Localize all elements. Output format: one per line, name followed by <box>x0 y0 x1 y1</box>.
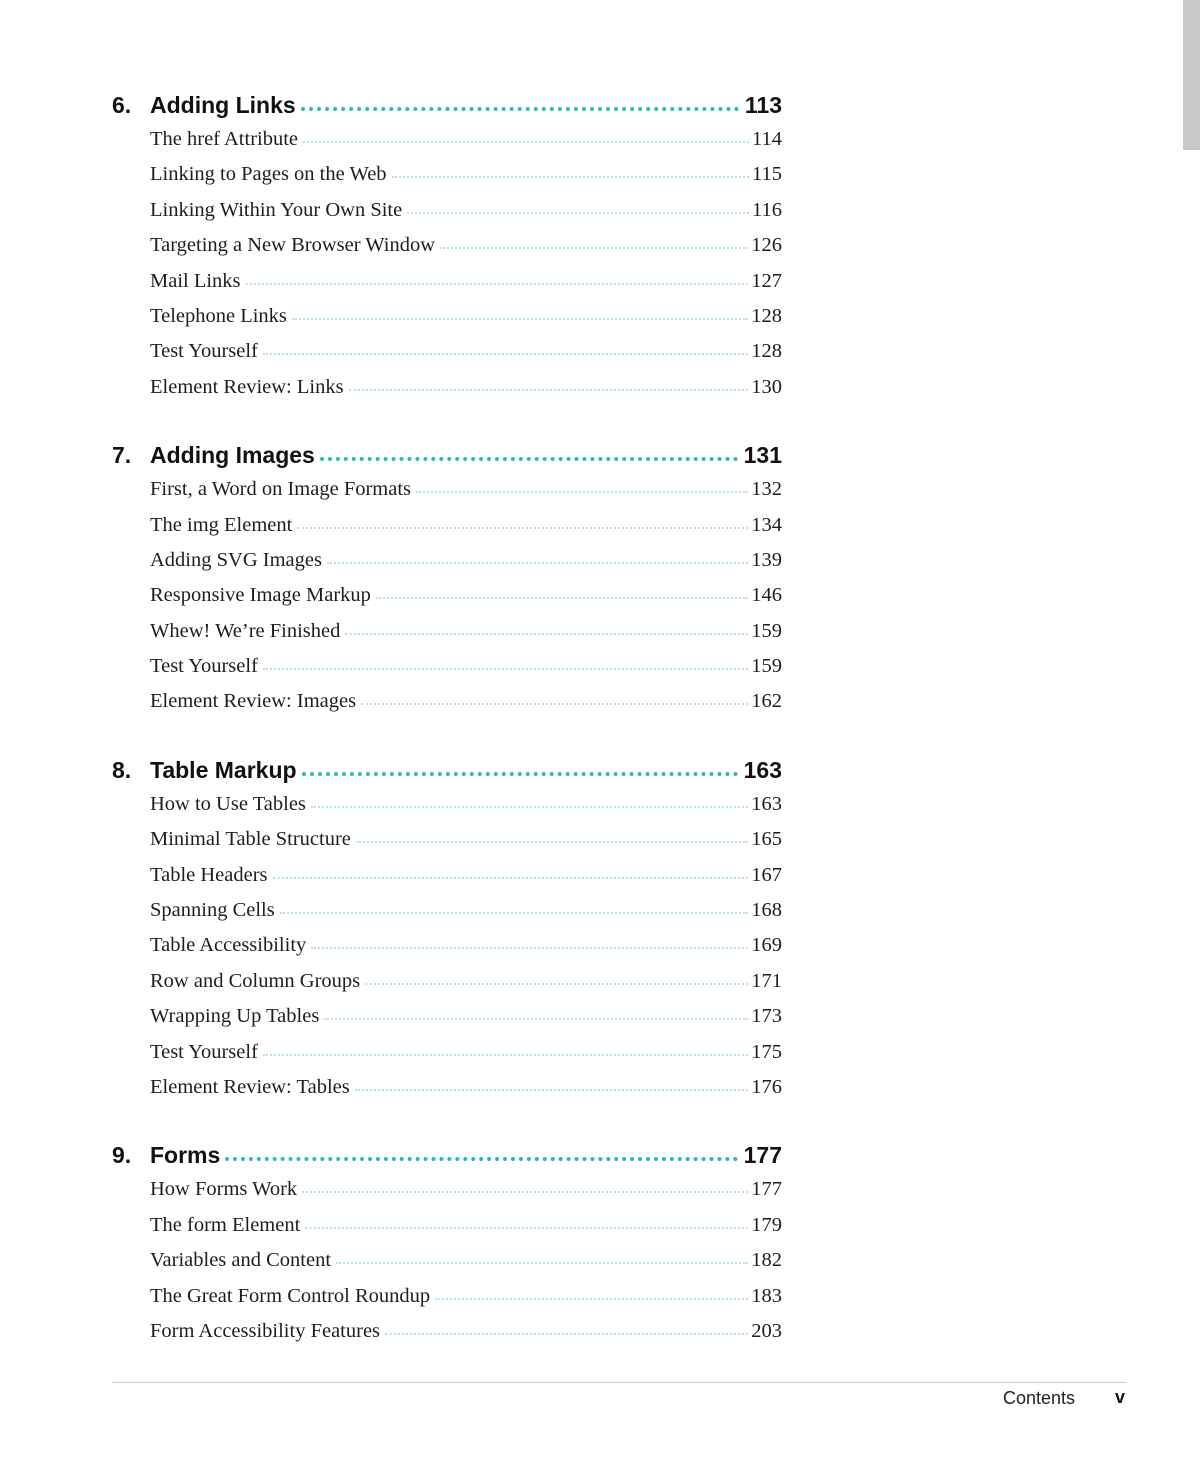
toc-entry-title: Whew! We’re Finished <box>150 619 341 642</box>
toc-entry-page-number: 182 <box>751 1249 782 1272</box>
toc-entry[interactable] <box>150 828 782 863</box>
toc-entry-page-number: 173 <box>751 1005 782 1028</box>
toc-entry-dot-leader <box>327 562 748 564</box>
toc-entry[interactable] <box>150 899 782 934</box>
toc-entry-dot-leader <box>376 597 748 599</box>
chapter-dot-leader <box>320 457 738 461</box>
toc-entry-dot-leader <box>311 806 748 808</box>
toc-entry-dot-leader <box>324 1018 748 1020</box>
toc-entry-title: Targeting a New Browser Window <box>150 234 436 257</box>
toc-entry-dot-leader <box>407 212 749 214</box>
toc-entry-title: Telephone Links <box>150 304 287 327</box>
toc-entry-dot-leader <box>345 633 748 635</box>
toc-entry-title: First, a Word on Image Formats <box>150 478 412 501</box>
toc-entry-page-number: 203 <box>751 1319 782 1342</box>
toc-entry-dot-leader <box>273 877 749 879</box>
toc-entry-page-number: 179 <box>751 1213 782 1236</box>
toc-entry-page-number: 167 <box>751 863 782 886</box>
toc-entry-dot-leader <box>297 527 748 529</box>
toc-entry-page-number: 163 <box>751 792 782 815</box>
toc-entry-dot-leader <box>416 491 748 493</box>
toc-entry-dot-leader <box>311 947 748 949</box>
toc-entry-page-number: 134 <box>751 513 782 536</box>
chapter-page-number: 131 <box>743 442 782 469</box>
chapter-number: 8. <box>112 756 132 783</box>
toc-entry-dot-leader <box>361 703 748 705</box>
footer-section-label: Contents <box>1002 1388 1075 1408</box>
toc-entry[interactable] <box>150 690 782 725</box>
toc-entry-page-number: 146 <box>751 584 782 607</box>
toc-entry-dot-leader <box>440 247 748 249</box>
toc-entry-page-number: 183 <box>751 1284 782 1307</box>
chapter-title: Table Markup <box>150 756 297 783</box>
toc-entry-title: The href Attribute <box>150 128 299 150</box>
chapter-section <box>112 1142 782 1355</box>
chapter-section <box>112 442 782 726</box>
toc-entry[interactable] <box>150 584 782 619</box>
toc-entry-page-number: 132 <box>751 478 782 501</box>
toc-entry-dot-leader <box>280 912 749 914</box>
chapter-title: Adding Images <box>150 442 315 469</box>
toc-entry[interactable] <box>150 1249 782 1284</box>
toc-entry-title: Mail Links <box>150 269 241 292</box>
toc-entry-title: How Forms Work <box>150 1178 298 1201</box>
toc-entry[interactable] <box>150 655 782 690</box>
toc-entry-title: Table Accessibility <box>150 934 307 957</box>
toc-entry-title: Minimal Table Structure <box>150 828 351 851</box>
toc-entry-page-number: 169 <box>751 934 782 957</box>
toc-entry-dot-leader <box>246 283 749 285</box>
toc-entry[interactable] <box>150 1076 782 1111</box>
toc-entry-page-number: 159 <box>751 655 782 678</box>
chapter-dot-leader <box>225 1157 737 1161</box>
toc-entry[interactable] <box>150 305 782 340</box>
toc-entry-title: The img Element <box>150 513 293 536</box>
toc-entry-dot-leader <box>292 318 748 320</box>
toc-entry[interactable] <box>150 864 782 899</box>
toc-entry-dot-leader <box>365 983 748 985</box>
chapter-number: 6. <box>112 92 132 118</box>
toc-entry-page-number: 159 <box>751 619 782 642</box>
toc-entry-title: Table Headers <box>150 863 268 886</box>
toc-entry-page-number: 128 <box>751 340 782 363</box>
toc-entry-dot-leader <box>385 1333 748 1335</box>
toc-entry[interactable] <box>150 620 782 655</box>
toc-entry-dot-leader <box>303 141 749 143</box>
toc-entry-title: Responsive Image Markup <box>150 584 371 607</box>
toc-entry-title: Spanning Cells <box>150 899 275 922</box>
toc-entry-title: Test Yourself <box>150 340 258 363</box>
toc-entry[interactable] <box>150 234 782 269</box>
toc-entry-page-number: 165 <box>751 828 782 851</box>
toc-entry-title: The form Element <box>150 1213 301 1236</box>
toc-entry-page-number: 177 <box>751 1178 782 1201</box>
toc-entry-page-number: 114 <box>752 128 782 150</box>
toc-entry[interactable] <box>150 1178 782 1213</box>
toc-entry[interactable] <box>150 793 782 828</box>
toc-entry-page-number: 126 <box>751 234 782 257</box>
toc-entry-page-number: 171 <box>751 969 782 992</box>
toc-entry-title: Variables and Content <box>150 1249 332 1272</box>
toc-entry[interactable] <box>150 163 782 198</box>
chapter-page-number: 113 <box>744 92 782 118</box>
chapter-page-number: 177 <box>743 1142 782 1169</box>
chapter-heading[interactable] <box>112 92 782 128</box>
toc-entry-page-number: 128 <box>751 304 782 327</box>
toc-entry-page-number: 130 <box>751 375 782 398</box>
toc-entry-dot-leader <box>305 1227 748 1229</box>
chapter-heading[interactable] <box>112 757 782 793</box>
toc-entry[interactable] <box>150 1005 782 1040</box>
toc-entry-title: Element Review: Images <box>150 690 357 713</box>
chapter-title: Forms <box>150 1142 221 1169</box>
chapter-number: 7. <box>112 442 132 469</box>
toc-entry-title: Row and Column Groups <box>150 969 361 992</box>
footer-divider <box>112 1382 1126 1383</box>
chapter-heading[interactable] <box>112 442 782 478</box>
toc-entry-dot-leader <box>302 1191 748 1193</box>
table-of-contents <box>112 92 782 1386</box>
toc-entry-dot-leader <box>263 668 748 670</box>
toc-entry[interactable] <box>150 376 782 411</box>
toc-entry[interactable] <box>150 340 782 375</box>
toc-entry[interactable] <box>150 478 782 513</box>
toc-entry-page-number: 168 <box>751 899 782 922</box>
toc-entry-page-number: 116 <box>752 198 782 221</box>
toc-entry-title: Linking to Pages on the Web <box>150 163 387 186</box>
toc-entry-dot-leader <box>435 1298 748 1300</box>
toc-entry-title: Test Yourself <box>150 1040 258 1063</box>
chapter-number: 9. <box>112 1142 132 1169</box>
toc-entry-dot-leader <box>356 841 748 843</box>
toc-entry[interactable] <box>150 1320 782 1355</box>
chapter-dot-leader <box>301 107 739 111</box>
toc-entry[interactable] <box>150 514 782 549</box>
toc-entry-page-number: 115 <box>752 163 782 186</box>
toc-entry-page-number: 162 <box>751 690 782 713</box>
toc-entry-title: Wrapping Up Tables <box>150 1005 320 1028</box>
toc-entry[interactable] <box>150 1041 782 1076</box>
toc-entry-title: Element Review: Links <box>150 375 344 398</box>
toc-entry[interactable] <box>150 934 782 969</box>
footer-page-number: v <box>1114 1387 1125 1407</box>
toc-entry-page-number: 139 <box>751 548 782 571</box>
toc-entry-title: Form Accessibility Features <box>150 1319 381 1342</box>
chapter-dot-leader <box>302 772 738 776</box>
toc-entry-dot-leader <box>263 1054 748 1056</box>
toc-entry-page-number: 175 <box>751 1040 782 1063</box>
toc-entry[interactable] <box>150 128 782 163</box>
toc-entry-dot-leader <box>349 389 749 391</box>
chapter-page-number: 163 <box>743 756 782 783</box>
toc-entry-title: Linking Within Your Own Site <box>150 198 403 221</box>
toc-entry[interactable] <box>150 970 782 1005</box>
chapter-title: Adding Links <box>150 92 296 118</box>
toc-entry-dot-leader <box>336 1262 748 1264</box>
toc-entry-page-number: 127 <box>751 269 782 292</box>
toc-entry[interactable] <box>150 549 782 584</box>
scrollbar-track[interactable] <box>1183 0 1200 1462</box>
toc-entry[interactable] <box>150 1214 782 1249</box>
scrollbar-thumb[interactable] <box>1183 0 1200 150</box>
toc-entry-title: Element Review: Tables <box>150 1075 350 1098</box>
toc-entry[interactable] <box>150 1285 782 1320</box>
toc-entry-dot-leader <box>263 353 748 355</box>
chapter-heading[interactable] <box>112 1142 782 1178</box>
chapter-section <box>112 757 782 1112</box>
toc-entry-title: The Great Form Control Roundup <box>150 1284 431 1307</box>
toc-entry-title: Adding SVG Images <box>150 548 322 571</box>
chapter-section <box>112 92 782 411</box>
toc-entry-title: Test Yourself <box>150 655 258 678</box>
toc-entry-dot-leader <box>392 176 749 178</box>
toc-entry-title: How to Use Tables <box>150 792 306 815</box>
toc-entry[interactable] <box>150 199 782 234</box>
toc-entry[interactable] <box>150 270 782 305</box>
toc-entry-page-number: 176 <box>751 1075 782 1098</box>
toc-entry-dot-leader <box>355 1089 749 1091</box>
